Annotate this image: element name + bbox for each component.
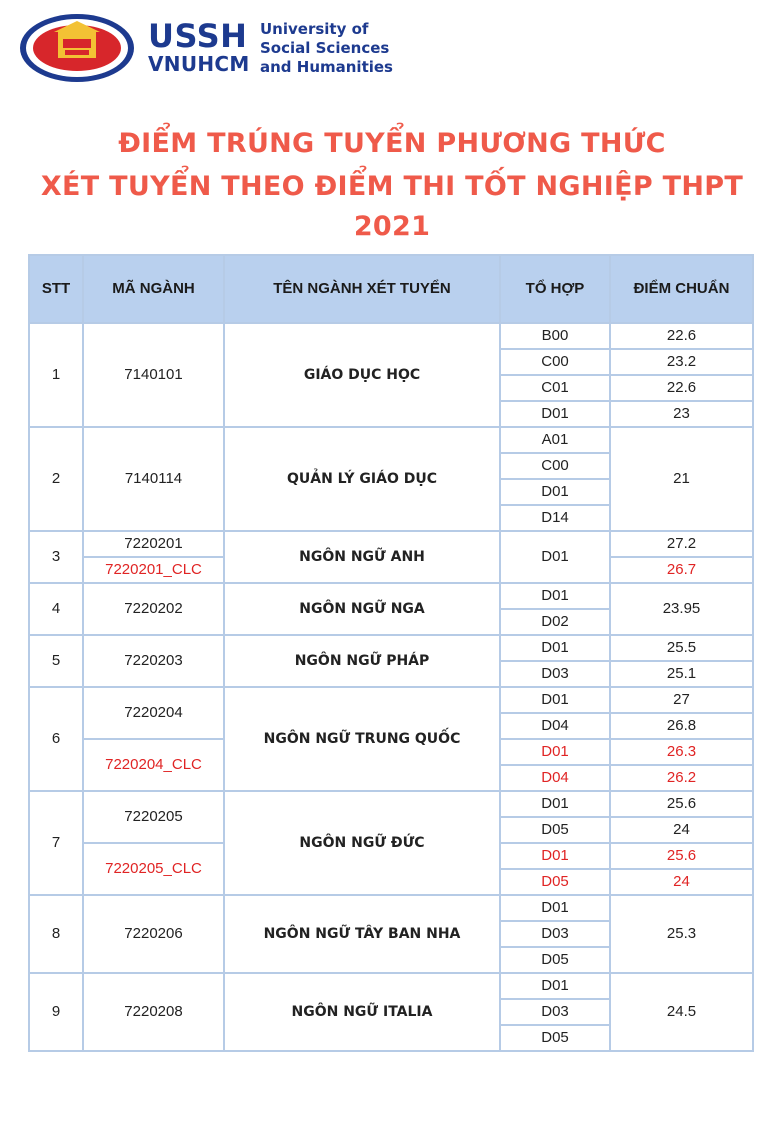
combo-cell-clc: D01 [500,739,610,765]
combo-cell: C00 [500,349,610,375]
brand-full-line: University of [260,20,369,38]
score-cell-clc: 25.6 [610,843,753,869]
score-cell: 22.6 [610,323,753,349]
combo-cell: D05 [500,947,610,973]
brand-ussh: USSH [148,17,248,55]
combo-cell: D01 [500,687,610,713]
header [18,12,418,88]
combo-cell: C00 [500,453,610,479]
stt-cell: 9 [29,973,83,1051]
score-cell: 21 [610,427,753,531]
combo-cell: D14 [500,505,610,531]
score-cell: 25.1 [610,661,753,687]
combo-cell: D01 [500,895,610,921]
table-row [29,973,753,999]
stt-cell: 1 [29,323,83,427]
combo-cell: D01 [500,479,610,505]
major-name-cell: NGÔN NGỮ ITALIA [224,973,500,1051]
combo-cell: D02 [500,609,610,635]
score-cell: 27.2 [610,531,753,557]
table-row [29,583,753,609]
code-cell: 7220206 [83,895,224,973]
stt-cell: 3 [29,531,83,583]
table-header-row [29,255,753,323]
score-cell: 22.6 [610,375,753,401]
combo-cell: A01 [500,427,610,453]
code-cell-clc: 7220201_CLC [83,557,224,583]
score-cell: 26.8 [610,713,753,739]
header-stt: STT [29,255,83,323]
university-seal-logo [18,12,136,84]
major-name-cell: GIÁO DỤC HỌC [224,323,500,427]
header-combination: TỔ HỢP [500,255,610,323]
stt-cell: 4 [29,583,83,635]
combo-cell: D01 [500,791,610,817]
stt-cell: 8 [29,895,83,973]
brand-vnuhcm: VNUHCM [148,52,250,76]
combo-cell: B00 [500,323,610,349]
combo-cell: D03 [500,921,610,947]
code-cell: 7220204 [83,687,224,739]
score-cell-clc: 26.2 [610,765,753,791]
combo-cell-clc: D01 [500,843,610,869]
code-cell: 7140114 [83,427,224,531]
combo-cell: D03 [500,999,610,1025]
code-cell: 7220201 [83,531,224,557]
brand-full-line: Social Sciences [260,39,390,57]
score-cell: 25.3 [610,895,753,973]
header-major-code: MÃ NGÀNH [83,255,224,323]
table-row [29,791,753,817]
major-name-cell: NGÔN NGỮ TRUNG QUỐC [224,687,500,791]
major-name-cell: NGÔN NGỮ PHÁP [224,635,500,687]
score-cell-clc: 26.3 [610,739,753,765]
major-name-cell: NGÔN NGỮ NGA [224,583,500,635]
score-cell: 25.5 [610,635,753,661]
major-name-cell: NGÔN NGỮ ĐỨC [224,791,500,895]
score-cell-clc: 26.7 [610,557,753,583]
score-cell: 27 [610,687,753,713]
combo-cell: D01 [500,973,610,999]
table-row [29,427,753,453]
table-row [29,895,753,921]
combo-cell-clc: D05 [500,869,610,895]
score-cell: 23.95 [610,583,753,635]
combo-cell: D05 [500,1025,610,1051]
score-cell: 24.5 [610,973,753,1051]
major-name-cell: NGÔN NGỮ ANH [224,531,500,583]
combo-cell-clc: D04 [500,765,610,791]
combo-cell: C01 [500,375,610,401]
brand [148,17,393,76]
combo-cell: D01 [500,531,610,583]
table-row [29,635,753,661]
score-cell-clc: 24 [610,869,753,895]
table-row [29,323,753,349]
stt-cell: 2 [29,427,83,531]
major-name-cell: QUẢN LÝ GIÁO DỤC [224,427,500,531]
code-cell-clc: 7220204_CLC [83,739,224,791]
brand-full-line: and Humanities [260,58,393,76]
table-row [29,531,753,557]
brand-full-name [260,20,460,77]
combo-cell: D03 [500,661,610,687]
header-major-name: TÊN NGÀNH XÉT TUYỂN [224,255,500,323]
score-cell: 24 [610,817,753,843]
code-cell: 7220202 [83,583,224,635]
major-name-cell: NGÔN NGỮ TÂY BAN NHA [224,895,500,973]
table-row [29,687,753,713]
code-cell: 7140101 [83,323,224,427]
combo-cell: D05 [500,817,610,843]
code-cell: 7220205 [83,791,224,843]
header-cutoff-score: ĐIỂM CHUẨN [610,255,753,323]
code-cell: 7220208 [83,973,224,1051]
page-title-line-2: XÉT TUYỂN THEO ĐIỂM THI TỐT NGHIỆP THPT 2021 [40,171,744,242]
page-title-line-1: ĐIỂM TRÚNG TUYỂN PHƯƠNG THỨC [118,128,666,159]
combo-cell: D01 [500,583,610,609]
score-cell: 23.2 [610,349,753,375]
stt-cell: 5 [29,635,83,687]
score-cell: 23 [610,401,753,427]
score-table [28,254,754,1052]
stt-cell: 6 [29,687,83,791]
combo-cell: D01 [500,401,610,427]
combo-cell: D04 [500,713,610,739]
stt-cell: 7 [29,791,83,895]
combo-cell: D01 [500,635,610,661]
score-cell: 25.6 [610,791,753,817]
code-cell: 7220203 [83,635,224,687]
code-cell-clc: 7220205_CLC [83,843,224,895]
